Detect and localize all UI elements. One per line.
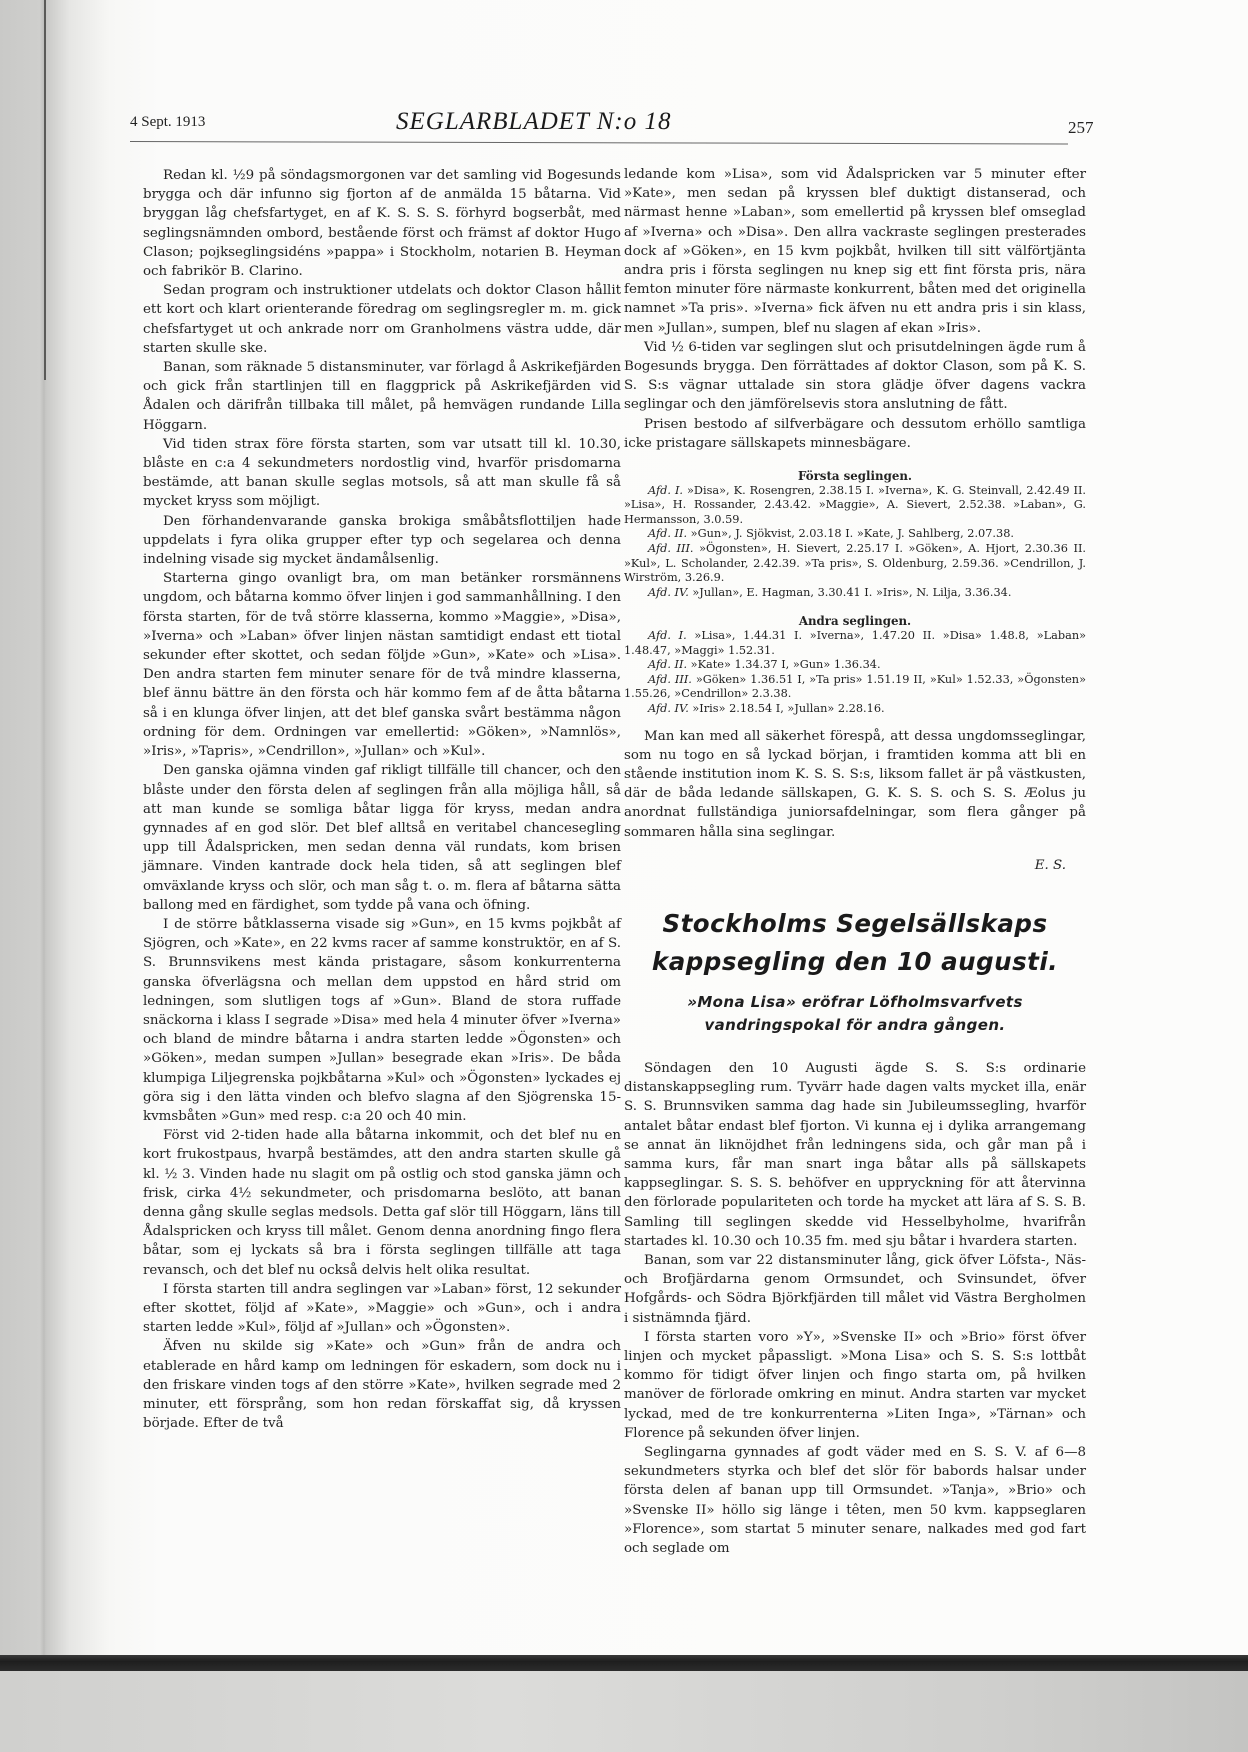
paragraph: Seglingarna gynnades af godt väder med en S. S. V. af 6—8 sekundmeters styrka och blef det slör för babords halsar under första delen af banan upp till Ormsundet. »Tanja», »Brio» och »Svenske II» höllo sig länge i têten, men 50 kvm. kappseglaren »Florence», som startat 5 minuter senare, nalkades med god fart och seglade om	[624, 1445, 1086, 1557]
paragraph: Sedan program och instruktioner utdelats och doktor Clason hållit ett kort och klart orienterande föredrag om seglingsregler m. m. gick chefsfartyget ut och ankrade norr om Granholmens västra udde, där starten skulle ske.	[143, 283, 621, 356]
publication-title: SEGLARBLADET N:o 18	[396, 108, 672, 135]
result-line	[624, 586, 1086, 601]
page-number: 257	[1068, 118, 1094, 137]
book-spine	[44, 0, 46, 380]
division-label: Afd. IV.	[648, 585, 689, 599]
paragraph: I första starten voro »Y», »Svenske II» och »Brio» först öfver linjen och mycket påpassligt. »Mona Lisa» och S. S. S:s lottbåt kommo för tidigt öfver linjen och fingo starta om, på hvilken manöver de förlorade omkring en minut. Andra starten var mycket lyckad, med de tre konkurrenterna »Liten Inga», »Tärnan» och Florence på sekunden öfver linjen.	[624, 1329, 1086, 1441]
division-label: Afd. II.	[648, 527, 688, 541]
issue-date: 4 Sept. 1913	[130, 114, 206, 130]
results-heading-first-race: Första seglingen.	[797, 469, 913, 484]
paragraph: Först vid 2-tiden hade alla båtarna inkommit, och det blef nu en kort frukostpaus, hvarpå bestämdes, att den andra starten skulle gå kl. ½ 3. Vinden hade nu slagit om på ostlig och stod ganska jämn och frisk, cirka 4½ sekundmeter, och prisdomarna beslöto, att banan denna gång skulle seglas medsols. Detta gaf slör till Höggarn, läns till Ådalspricken och kryss till målet. Genom denna anordning fingo flera båtar, som ej lyckats så bra i första seglingen tillfälle att taga revansch, och det blef nu också delvis helt olika resultat.	[143, 1128, 621, 1278]
paragraph: Vid ½ 6-tiden var seglingen slut och prisutdelningen ägde rum å Bogesunds brygga. Den förrättades af doktor Clason, som på K. S. S. S:s vägnar uttalade sin stora glädje öfver dagens vackra seglingar och den jämförelsevis stora anslutning de fått.	[624, 339, 1086, 413]
result-text: »Disa», K. Rosengren, 2.38.15 I. »Iverna», K. G. Steinvall, 2.42.49 II. »Lisa», H. Rossander, 2.43.42. »Maggie», A. Sievert, 2.52.38. »Laban», G. Hermansson, 3.0.59.	[624, 483, 1087, 526]
result-text: »Gun», J. Sjökvist, 2.03.18 I. »Kate, J. Sahlberg, 2.07.38.	[690, 527, 1014, 541]
article-title: Stockholms Segelsällskaps kappsegling den 10 augusti.	[651, 908, 1059, 976]
paragraph: ledande kom »Lisa», som vid Ådalspricken var 5 minuter efter »Kate», men sedan på kryssen blef duktigt distanserad, och närmast henne »Laban», som emellertid på kryssen blef omseglad af »Iverna» och »Disa». Den allra vackraste seglingen presterades dock af »Göken», en 15 kvm pojkbåt, hvilken till sitt välförtjänta andra pris i första seglingen nu knep sig ett fint första pris, nära femton minuter före närmaste konkurrent, båten med det originella namnet »Ta pris». »Iverna» fick äfven nu ett andra pris i sin klass, men »Jullan», sumpen, blef nu slagen af ekan »Iris».	[624, 167, 1086, 336]
result-line	[624, 702, 1086, 717]
paragraph: Äfven nu skilde sig »Kate» och »Gun» från de andra och etablerade en hård kamp om ledningen för eskadern, som dock nu i den friskare vinden togs af den större »Kate», hvilken segrade med 2 minuter, ett försprång, som hon redan förskaffat sig, då kryssen började. Efter de två	[143, 1339, 621, 1432]
division-label: Afd. I.	[648, 628, 687, 642]
result-text: »Kate» 1.34.37 I, »Gun» 1.36.34.	[690, 658, 881, 672]
author-signature: E. S.	[1034, 857, 1066, 873]
paragraph: Banan, som var 22 distansminuter lång, gick öfver Löfsta-, Näs- och Brofjärdarna genom Ormsundet, och Svinsundet, öfver Hofgårds- och Södra Björkfjärden till målet vid Västra Bergholmen i sistnämnda fjärd.	[624, 1253, 1086, 1326]
result-line	[624, 542, 1086, 586]
division-label: Afd. II.	[648, 658, 688, 672]
result-line	[624, 673, 1086, 702]
result-text: »Jullan», E. Hagman, 3.30.41 I. »Iris», N. Lilja, 3.36.34.	[692, 585, 1012, 599]
result-text: »Ögonsten», H. Sievert, 2.25.17 I. »Göken», A. Hjort, 2.30.36 II. »Kul», L. Scholander, 2.42.39. »Ta pris», S. Oldenburg, 2.59.36. »Cendrillon, J. Wirström, 3.26.9.	[624, 542, 1086, 585]
paragraph: I första starten till andra seglingen var »Laban» först, 12 sekunder efter skottet, följd af »Kate», »Maggie» och »Gun», och i andra starten ledde »Kul», följd af »Jullan» och »Ögonsten».	[143, 1281, 621, 1336]
result-line	[624, 658, 1086, 673]
scan-shadow-band	[0, 1655, 1248, 1671]
paragraph: Vid tiden strax före första starten, som var utsatt till kl. 10.30, blåste en c:a 4 sekundmeters nordostlig vind, hvarför prisdomarna bestämde, att banan skulle seglas motsols, så att man skulle få så mycket kryss som möjligt.	[143, 436, 621, 510]
result-line	[624, 629, 1086, 658]
paragraph: Man kan med all säkerhet förespå, att dessa ungdomsseglingar, som nu togo en så lyckad början, i framtiden komma att bli en stående institution inom K. S. S. S:s, liksom fallet är på västkusten, där de båda ledande sällskapen, G. K. S. S. och S. S. Æolus ju anordnat fullständiga juniorsafdelningar, som flera gånger på sommaren hålla sina seglingar.	[624, 728, 1086, 840]
page-header	[130, 104, 1094, 144]
result-text: »Iris» 2.18.54 I, »Jullan» 2.28.16.	[692, 701, 885, 715]
right-column	[624, 165, 1086, 1558]
paragraph: Den ganska ojämna vinden gaf rikligt tillfälle till chancer, och den blåste under den första delen af seglingen från alla möjliga håll, så att man kunde se somliga båtar ligga för kryss, medan andra gynnades af en god slör. Det blef alltså en veritabel chancesegling upp till Ådalspricken, men sedan denna väl rundats, kom brisen jämnare. Vinden kantrade dock hela tiden, så att seglingen blef omväxlande kryss och slör, och man såg t. o. m. flera af båtarna sätta ballong med en färdighet, som tydde på vana och öfning.	[143, 763, 621, 913]
paragraph: Starterna gingo ovanligt bra, om man betänker rorsmännens ungdom, och båtarna kommo öfver linjen i god sammanhållning. I den första starten, för de två större klasserna, kommo »Maggie», »Disa», »Iverna» och »Laban» öfver linjen nästan samtidigt endast ett tiotal sekunder efter skottet, och sedan följde »Gun», »Kate» och »Lisa». Den andra starten fem minuter senare för de två mindre klasserna, blef ännu bättre än den första och här kommo fem af de åtta båtarna så i en klunga öfver linjen, att det blef ganska svårt bestämma någon ordning för dem. Ordningen var emellertid: »Göken», »Namnlös», »Iris», »Tapris», »Cendrillon», »Jullan» och »Kul».	[143, 571, 621, 760]
left-column	[143, 166, 621, 1433]
scanner-background	[0, 1671, 1248, 1752]
division-label: Afd. I.	[648, 483, 684, 497]
result-text: »Göken» 1.36.51 I, »Ta pris» 1.51.19 II, »Kul» 1.52.33, »Ögonsten» 1.55.26, »Cendrillon» 2.3.38.	[624, 672, 1086, 701]
paragraph: Den förhandenvarande ganska brokiga småbåtsflottiljen hade uppdelats i fyra olika grupper efter typ och segelarea och denna indelning visade sig mycket ändamålsenlig.	[143, 513, 621, 568]
division-label: Afd. IV.	[648, 701, 689, 715]
paragraph: Prisen bestodo af silfverbägare och dessutom erhöllo samtliga icke pristagare sällskapets minnesbägare.	[624, 416, 1086, 451]
article-subtitle: »Mona Lisa» eröfrar Löfholmsvarfvets vandringspokal för andra gången.	[687, 992, 1023, 1034]
results-heading-second-race: Andra seglingen.	[798, 614, 912, 629]
result-text: »Lisa», 1.44.31 I. »Iverna», 1.47.20 II. »Disa» 1.48.8, »Laban» 1.48.47, »Maggi» 1.52.31.	[624, 628, 1087, 657]
division-label: Afd. III.	[648, 672, 692, 686]
division-label: Afd. III.	[648, 542, 694, 556]
paragraph: Redan kl. ½9 på söndagsmorgonen var det samling vid Bogesunds brygga och där infunno sig fjorton af de anmälda 15 båtarna. Vid bryggan låg chefsfartyget, en af K. S. S. S. förhyrd bogserbåt, med seglingsnämnden ombord, bestående först och främst af doktor Hugo Clason; pojkseglingsidéns »pappa» i Stockholm, notarien B. Heyman och fabrikör B. Clarino.	[143, 168, 621, 280]
race-results	[624, 469, 1086, 717]
paragraph: Söndagen den 10 Augusti ägde S. S. S:s ordinarie distanskappsegling rum. Tyvärr hade dagen valts mycket illa, enär S. S. Brunnsviken samma dag hade sin Jubileumssegling, hvarför antalet båtar endast blef fjorton. Vi kunna ej i dylika arrangemang se annat än liknöjdhet från ledningens sida, och går man på i samma kurs, får man snart inga båtar alls på sällskapets kappseglingar. S. S. S. behöfver en uppryckning för att återvinna den förlorade populariteten och torde ha mycket att lära af S. S. B. Samling till seglingen skedde vid Hesselbyholme, hvarifrån startades kl. 10.30 och 10.35 fm. med sju båtar i hvardera starten.	[624, 1060, 1086, 1249]
result-line	[624, 484, 1086, 528]
result-line	[624, 527, 1086, 542]
paragraph: Banan, som räknade 5 distansminuter, var förlagd å Askrikefjärden och gick från startlinjen till en flaggprick på Askrikefjärden vid Ådalen och därifrån tillbaka till målet, på hemvägen rundande Lilla Höggarn.	[143, 360, 621, 433]
paragraph: I de större båtklasserna visade sig »Gun», en 15 kvms pojkbåt af Sjögren, och »Kate», en 22 kvms racer af samme konstruktör, en af S. S. Brunnsvikens mest kända pristagare, såsom konkurrenterna ganska öfverlägsna och mellan dem uppstod en hård strid om ledningen, som slutligen togs af »Gun». Bland de stora ruffade snäckorna i klass I segrade »Disa» med hela 4 minuter öfver »Iverna» och bland de mindre båtarna i andra starten ledde »Ögonsten» och »Göken», medan sumpen »Jullan» besegrade ekan »Iris». De båda klumpiga Liljegrenska pojkbåtarna »Kul» och »Ögonsten» lyckades ej göra sig i den lätta vinden och blefvo slagna af den Sjögrenska 15-kvmsbåten »Gun» med resp. c:a 20 och 40 min.	[143, 916, 621, 1124]
